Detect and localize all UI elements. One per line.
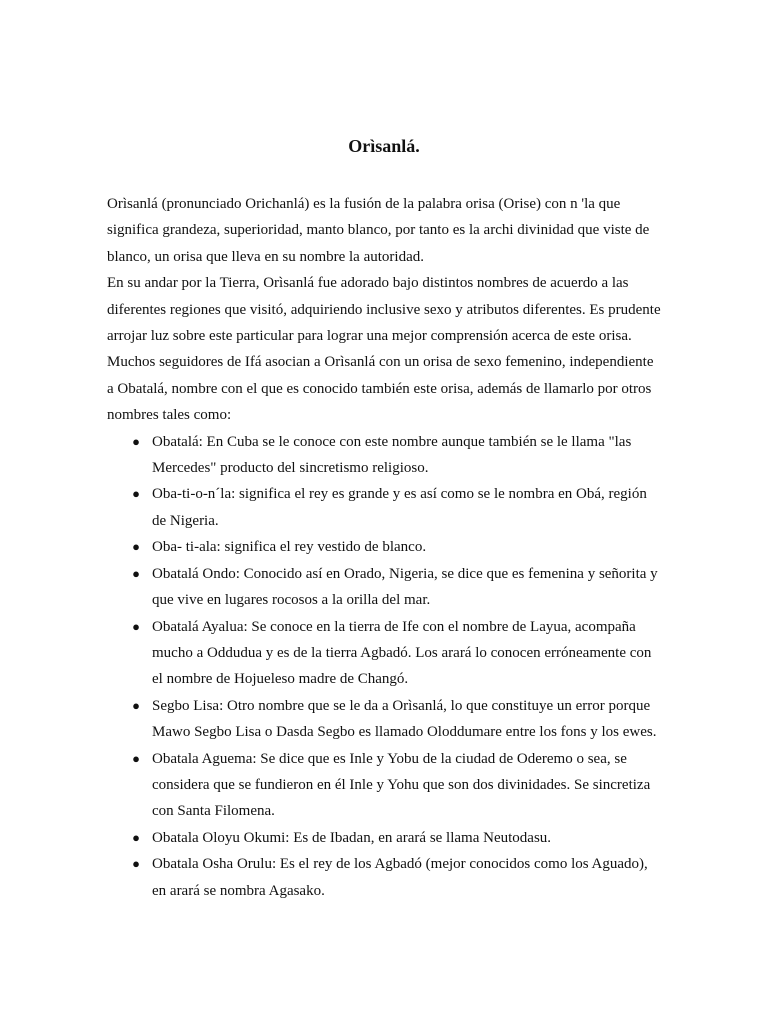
list-item-text: Obatala Oloyu Okumi: Es de Ibadan, en arará se llama Neutodasu. [152, 829, 552, 846]
bullet-icon: ● [132, 539, 140, 555]
list-item-text: Oba- ti-ala: significa el rey vestido de blanco. [152, 539, 427, 556]
names-list [107, 429, 663, 904]
list-item [107, 534, 663, 560]
list-item [107, 614, 663, 693]
list-item-text: Oba-ti-o-n´la: significa el rey es grande y es así como se le nombra en Obá, región de Nigeria. [152, 486, 647, 529]
list-item-text: Obatalá: En Cuba se le conoce con este nombre aunque también se le llama "las Mercedes" producto del sincretismo religioso. [152, 433, 632, 477]
paragraph-intro: Orìsanlá (pronunciado Orichanlá) es la fusión de la palabra orisa (Orise) con n 'la que significa grandeza, superioridad, manto blanco, por tanto es la archi divinidad que viste de blanco, un orisa que lleva en su nombre la autoridad. [107, 196, 650, 265]
list-item [107, 429, 663, 482]
list-item-text: Obatala Osha Orulu: Es el rey de los Agbadó (mejor conocidos como los Aguado), en arará se nombra Agasako. [152, 856, 648, 899]
bullet-icon: ● [132, 829, 140, 845]
bullet-icon: ● [132, 750, 140, 766]
list-item [107, 481, 663, 534]
bullet-icon: ● [132, 856, 140, 872]
list-item [107, 746, 663, 825]
list-item-text: Obatala Aguema: Se dice que es Inle y Yobu de la ciudad de Oderemo o sea, se considera que se fundieron en él Inle y Yohu que son dos divinidades. Se sincretiza con Santa Filomena. [152, 750, 651, 820]
list-item [107, 825, 663, 851]
paragraph-names: En su andar por la Tierra, Orìsanlá fue adorado bajo distintos nombres de acuerdo a las diferentes regiones que visitó, adquiriendo inclusive sexo y atributos diferentes. Es prudente arrojar luz sobre este particular para lograr una mejor comprensión acerca de este orisa. [107, 275, 661, 345]
bullet-icon: ● [132, 486, 140, 502]
list-item [107, 851, 663, 904]
page-title: Orìsanlá. [348, 136, 420, 156]
bullet-icon: ● [132, 697, 140, 713]
list-item-text: Segbo Lisa: Otro nombre que se le da a Orìsanlá, lo que constituye un error porque Mawo Segbo Lisa o Dasda Segbo es llamado Oloddumare entre los fons y los ewes. [152, 697, 657, 741]
document-body [107, 191, 663, 904]
list-item [107, 693, 663, 746]
list-item-text: Obatalá Ondo: Conocido así en Orado, Nigeria, se dice que es femenina y señorita y que vive en lugares rocosos a la orilla del mar. [152, 565, 658, 609]
bullet-icon: ● [132, 618, 140, 634]
paragraph-followers: Muchos seguidores de Ifá asocian a Orìsanlá con un orisa de sexo femenino, independiente a Obatalá, nombre con el que es conocido también este orisa, además de llamarlo por otros nombres tales como: [107, 354, 654, 424]
list-item-text: Obatalá Ayalua: Se conoce en la tierra de Ife con el nombre de Layua, acompaña mucho a Oddudua y es de la tierra Agbadó. Los arará lo conocen erróneamente con el nombre de Hojueleso madre de Changó. [152, 618, 652, 688]
list-item [107, 561, 663, 614]
bullet-icon: ● [132, 565, 140, 581]
bullet-icon: ● [132, 433, 140, 449]
